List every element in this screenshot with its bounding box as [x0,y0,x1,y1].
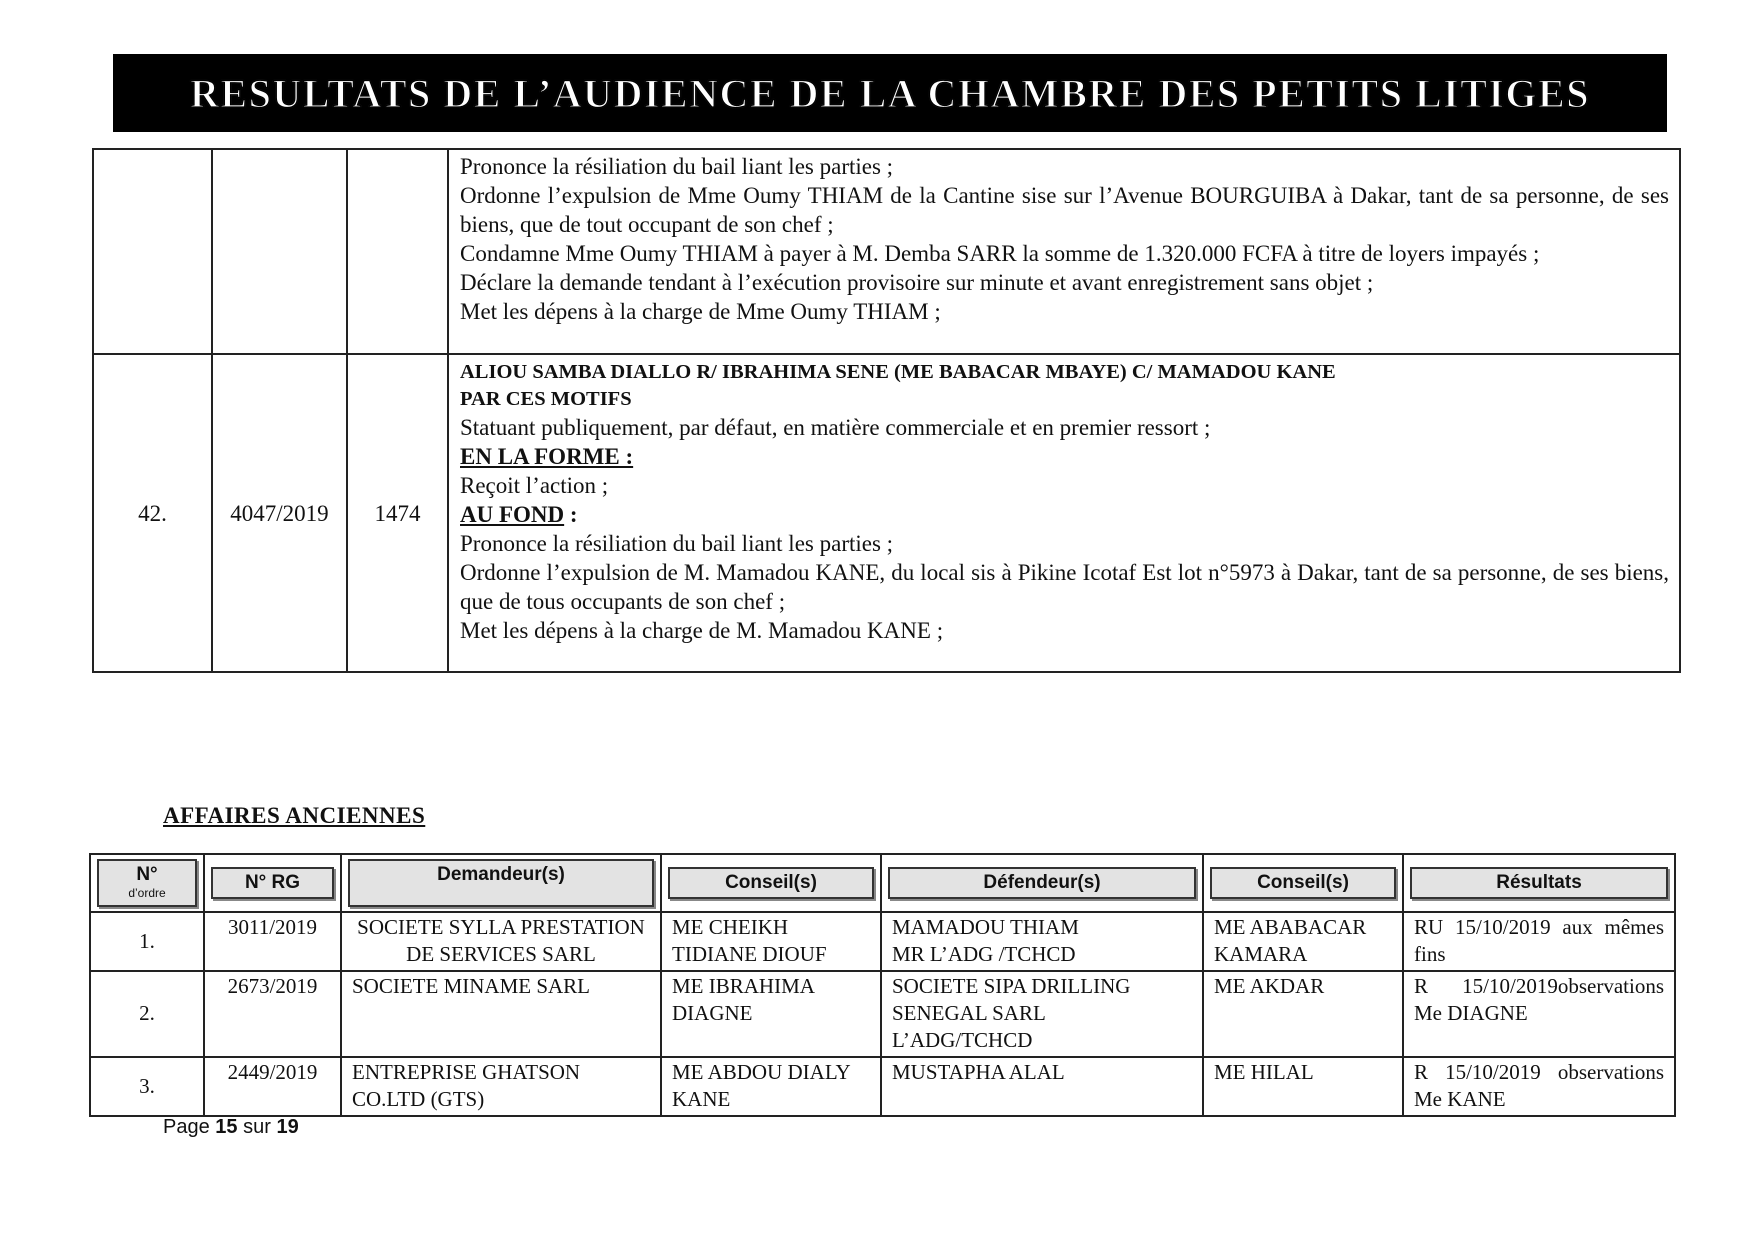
resultat-cell: R 15/10/2019observations Me DIAGNE [1403,971,1675,1057]
decision-line: Ordonne l’expulsion de M. Mamadou KANE, du local sis à Pikine Icotaf Est lot n°5973 à Dakar, tant de sa personne, de ses biens, que de tous occupants de son chef ; [460,560,1669,614]
decision-line: Met les dépens à la charge de M. Mamadou KANE ; [460,618,944,643]
resultat-cell: RU 15/10/2019 aux mêmes fins [1403,912,1675,971]
affaires-table [89,853,1676,1117]
table-row [90,1057,1675,1116]
conseil-cell: ME ABDOU DIALY KANE [661,1057,881,1116]
page-current: 15 [215,1116,238,1138]
demandeur-cell: SOCIETE SYLLA PRESTATION DE SERVICES SARL [341,912,661,971]
decision-cell [448,354,1680,672]
column-header: Défendeur(s) [888,867,1196,899]
motifs-heading: PAR CES MOTIFS [460,388,632,410]
table-row [90,912,1675,971]
page-footer [163,1116,299,1139]
column-header: N° RG [211,867,334,899]
forme-heading: EN LA FORME : [460,444,634,469]
page-total: 19 [276,1116,299,1138]
defendeur-cell: MAMADOU THIAM MR L’ADG /TCHCD [881,912,1203,971]
order-cell: 1. [90,912,204,971]
rg-cell: 2449/2019 [204,1057,341,1116]
order-cell: 42. [93,354,212,672]
order-cell [93,149,212,354]
case-parties: ALIOU SAMBA DIALLO R/ IBRAHIMA SENE (ME BABACAR MBAYE) C/ MAMADOU KANE [460,361,1336,383]
demandeur-cell: ENTREPRISE GHATSON CO.LTD (GTS) [341,1057,661,1116]
conseil-cell: ME HILAL [1203,1057,1403,1116]
decision-line: Déclare la demande tendant à l’exécution provisoire sur minute et avant enregistrement sans objet ; [460,270,1374,295]
repertoire-cell [347,149,448,354]
decision-cell [448,149,1680,354]
section-title: AFFAIRES ANCIENNES [163,803,426,828]
rg-cell [212,149,347,354]
decision-line: Ordonne l’expulsion de Mme Oumy THIAM de la Cantine sise sur l’Avenue BOURGUIBA à Dakar, tant de sa personne, de ses biens, que de tout occupant de son chef ; [460,183,1669,237]
page-sep: sur [243,1116,271,1138]
rg-cell: 4047/2019 [212,354,347,672]
table-row [93,354,1680,672]
decision-line: Met les dépens à la charge de Mme Oumy THIAM ; [460,299,941,324]
fond-colon: : [564,502,578,527]
conseil-cell: ME IBRAHIMA DIAGNE [661,971,881,1057]
column-header: Conseil(s) [1210,867,1396,899]
repertoire-cell: 1474 [347,354,448,672]
rg-cell: 3011/2019 [204,912,341,971]
page-word: Page [163,1116,210,1138]
resultat-cell: R 15/10/2019 observations Me KANE [1403,1057,1675,1116]
decisions-table [92,148,1681,673]
decision-line: Condamne Mme Oumy THIAM à payer à M. Demba SARR la somme de 1.320.000 FCFA à titre de loyers impayés ; [460,241,1540,266]
conseil-cell: ME ABABACAR KAMARA [1203,912,1403,971]
defendeur-cell: SOCIETE SIPA DRILLING SENEGAL SARL L’ADG/TCHCD [881,971,1203,1057]
column-header: Conseil(s) [668,867,874,899]
rg-cell: 2673/2019 [204,971,341,1057]
page-title: RESULTATS DE L’AUDIENCE DE LA CHAMBRE DES PETITS LITIGES [190,70,1590,116]
defendeur-cell: MUSTAPHA ALAL [881,1057,1203,1116]
demandeur-cell: SOCIETE MINAME SARL [341,971,661,1057]
decision-line: Prononce la résiliation du bail liant les parties ; [460,154,894,179]
fond-heading: AU FOND [460,502,565,527]
order-cell: 3. [90,1057,204,1116]
conseil-cell: ME CHEIKH TIDIANE DIOUF [661,912,881,971]
column-header: Demandeur(s) [348,859,654,907]
column-header: N° d’ordre [97,859,197,907]
header-banner [113,54,1667,132]
column-header: Résultats [1410,867,1668,899]
decision-line: Statuant publiquement, par défaut, en matière commerciale et en premier ressort ; [460,415,1211,440]
table-row [90,971,1675,1057]
decision-line: Prononce la résiliation du bail liant les parties ; [460,531,894,556]
order-cell: 2. [90,971,204,1057]
decision-line: Reçoit l’action ; [460,473,609,498]
conseil-cell: ME AKDAR [1203,971,1403,1057]
table-header-row [90,854,1675,912]
table-row [93,149,1680,354]
